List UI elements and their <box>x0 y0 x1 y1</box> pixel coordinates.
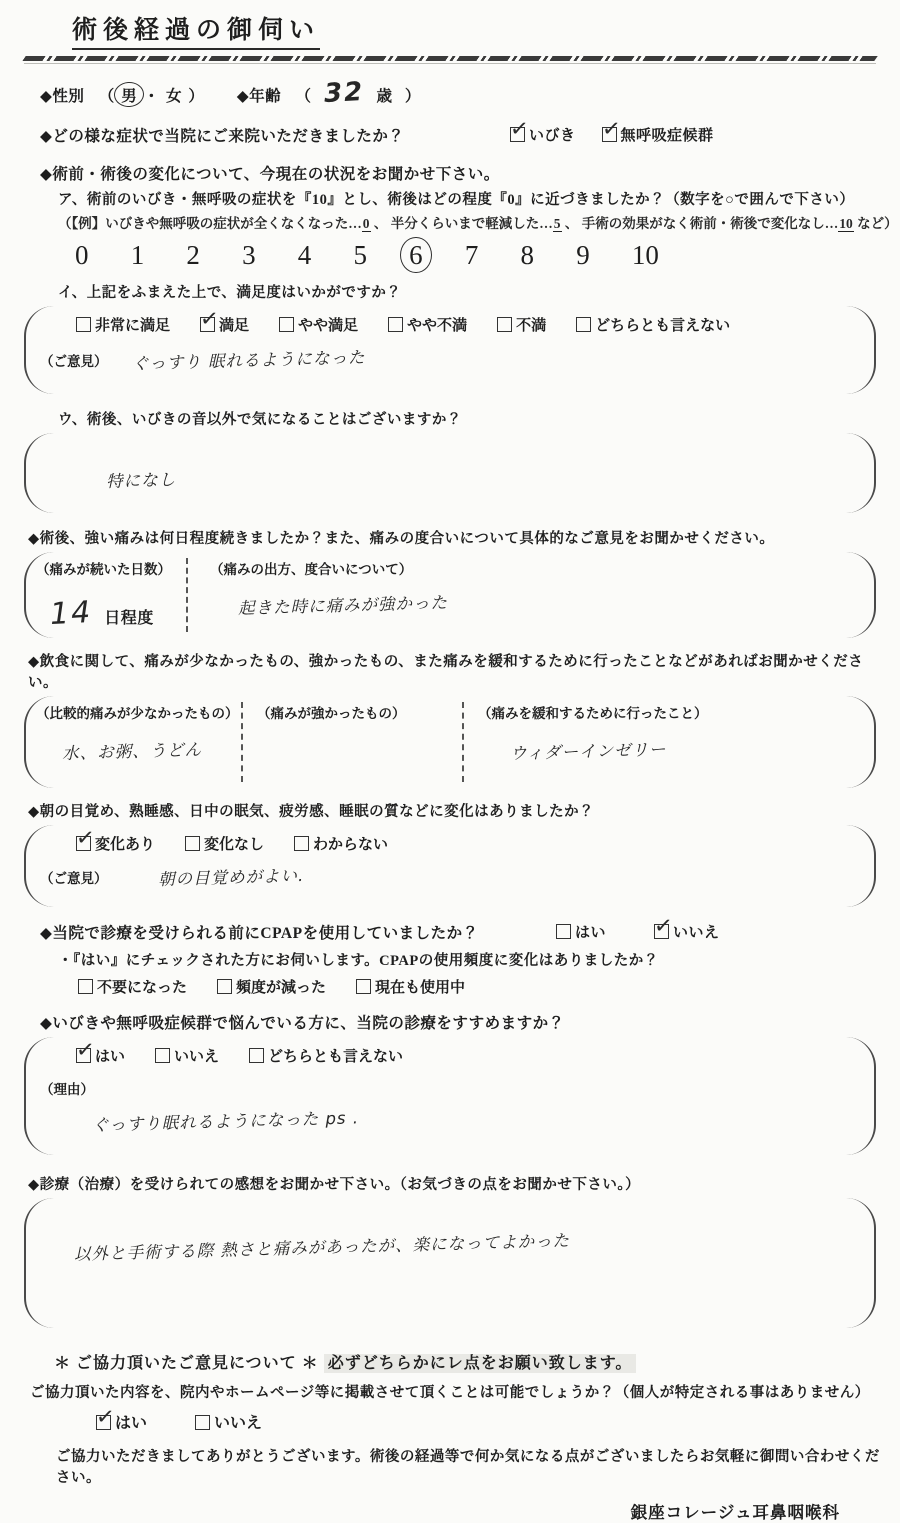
cpap-no-label: いいえ <box>673 925 720 941</box>
sat-very-checkbox[interactable] <box>76 317 91 332</box>
reason-label: （理由） <box>40 1082 94 1097</box>
pain-desc-label: （痛みの出方、度合いについて） <box>210 562 413 577</box>
pain-days-value-handwritten[interactable]: 14 <box>49 594 94 633</box>
sat-satisfied-checkbox[interactable] <box>200 317 215 332</box>
thin-divider <box>24 63 876 64</box>
severity-scale <box>72 240 662 271</box>
age-unit: 歳 <box>376 88 393 105</box>
gender-open-paren: （ <box>98 88 115 105</box>
cpap-noneed-checkbox[interactable] <box>78 979 93 994</box>
rec-yes-label: はい <box>95 1049 126 1065</box>
opinion-label: （ご意見） <box>40 354 108 369</box>
sleep-opinion-label: （ご意見） <box>40 871 108 886</box>
consent-yes-label: はい <box>115 1415 148 1432</box>
satisfaction-prompt: イ、上記をふまえた上で、満足度はいかがですか？ <box>58 285 402 301</box>
sat-slightly-dissat-checkbox[interactable] <box>388 317 403 332</box>
sat-dissat-checkbox[interactable] <box>497 317 512 332</box>
cpap-noneed-label: 不要になった <box>97 980 188 996</box>
cpap-followup: ・『はい』にチェックされた方にお伺いします。CPAPの使用頻度に変化はありましたか？ <box>58 953 659 969</box>
cpap-followup-options <box>78 976 900 997</box>
profile-row <box>40 78 880 108</box>
consent-no-label: いいえ <box>214 1415 263 1432</box>
eating-col3-handwritten[interactable]: ウィダーインゼリー <box>509 739 667 764</box>
satisfaction-comment-handwritten[interactable]: ぐっすり 眠れるようになった <box>131 347 366 374</box>
age-close-paren: ） <box>404 88 421 105</box>
rec-yes-checkbox[interactable] <box>76 1048 91 1063</box>
sleep-changed-checkbox[interactable] <box>76 836 91 851</box>
cpap-reduced-checkbox[interactable] <box>217 979 232 994</box>
concerns-comment-handwritten[interactable]: 特になし <box>105 470 177 491</box>
scale-6[interactable]: 6 <box>406 240 426 271</box>
scale-2[interactable]: 2 <box>186 240 200 270</box>
symptom-option-ibiki[interactable]: ✓ いびき <box>510 124 576 146</box>
cpap-reduced-label: 頻度が減った <box>236 980 327 996</box>
eating-col1-handwritten[interactable]: 水、お粥、うどん <box>61 740 203 763</box>
pain-heading: ◆術後、強い痛みは何日程度続きましたか？また、痛みの度合いについて具体的なご意見をお聞かせください。 <box>28 531 775 547</box>
consent-note-bold: 必ずどちらかにレ点をお願い致します。 <box>324 1354 637 1373</box>
age-open-paren: （ <box>295 88 312 105</box>
scale-0[interactable]: 0 <box>75 240 89 270</box>
scale-7[interactable]: 7 <box>464 240 479 270</box>
gender-label: ◆性別 <box>40 88 85 105</box>
sleep-nochange-label: 変化なし <box>204 837 265 853</box>
ibiki-checkbox[interactable] <box>510 127 525 142</box>
consent-question: ご協力頂いた内容を、院内やホームページ等に掲載させて頂くことは可能でしょうか？（個人が特定される事はありません） <box>30 1385 870 1401</box>
eating-box <box>24 696 876 788</box>
sat-somewhat-label: やや満足 <box>298 318 359 334</box>
consent-note-prefix: ＊ ご協力頂いたご意見について ＊ <box>54 1355 324 1372</box>
scale-1[interactable]: 1 <box>130 240 145 270</box>
eating-col1-label: （比較的痛みが少なかったもの） <box>36 706 239 721</box>
rec-no-label: いいえ <box>174 1049 220 1065</box>
cpap-row <box>40 921 880 943</box>
satisfaction-box <box>24 306 876 394</box>
sleep-unknown-label: わからない <box>313 837 389 853</box>
pain-days-unit: 日程度 <box>104 610 154 627</box>
consent-yes-checkbox[interactable] <box>96 1415 111 1430</box>
age-value-handwritten[interactable]: 32 <box>323 76 365 110</box>
scale-8[interactable]: 8 <box>520 240 534 270</box>
cpap-stillusing-checkbox[interactable] <box>356 979 371 994</box>
pain-box <box>24 552 876 638</box>
rec-neither-label: どちらとも言えない <box>268 1049 404 1065</box>
sat-satisfied-label: 満足 <box>219 318 250 334</box>
change-sub-a: ア、術前のいびき・無呼吸の症状を『10』とし、術後はどの程度『0』に近づきましたか？（数字を○で囲んで下さい） <box>58 192 855 208</box>
concerns-prompt: ウ、術後、いびきの音以外で気になることはございますか？ <box>58 412 462 428</box>
symptom-option-mukokyu[interactable]: ✓ 無呼吸症候群 <box>602 124 714 146</box>
scale-4[interactable]: 4 <box>297 240 312 270</box>
symptoms-question: ◆どの様な症状で当院にご来院いただきましたか？ <box>40 128 405 145</box>
gender-separator: ・ <box>143 88 160 105</box>
sleep-changed-label: 変化あり <box>95 837 156 853</box>
sat-neither-label: どちらとも言えない <box>595 318 731 334</box>
consent-note <box>54 1350 900 1373</box>
recommend-box <box>24 1037 876 1155</box>
page-title: 術後経過の御伺い <box>72 10 320 50</box>
cpap-yes-checkbox[interactable] <box>556 924 571 939</box>
change-heading: ◆術前・術後の変化について、今現在の状況をお聞かせ下さい。 <box>40 166 500 183</box>
recommend-question: ◆いびきや無呼吸症候群で悩んでいる方に、当院の診療をすすめますか？ <box>40 1015 565 1032</box>
cpap-stillusing-label: 現在も使用中 <box>375 980 466 996</box>
pain-desc-handwritten[interactable]: 起きた時に痛みが強かった <box>237 593 449 618</box>
rec-neither-checkbox[interactable] <box>249 1048 264 1063</box>
sleep-box <box>24 825 876 907</box>
sat-slightly-dissat-label: やや不満 <box>407 318 468 334</box>
dash-dot-divider <box>22 56 878 61</box>
rec-no-checkbox[interactable] <box>155 1048 170 1063</box>
symptoms-row <box>40 124 880 146</box>
impressions-comment-handwritten[interactable]: 以外と手術する際 熱さと痛みがあったが、楽になってよかった <box>73 1231 571 1264</box>
sleep-unknown-checkbox[interactable] <box>294 836 309 851</box>
impressions-box <box>24 1198 876 1328</box>
eating-col2-label: （痛みが強かったもの） <box>257 706 406 721</box>
mukokyu-checkbox[interactable] <box>602 127 617 142</box>
recommend-comment-handwritten[interactable]: ぐっすり眠れるようになった ps . <box>91 1108 360 1135</box>
sleep-nochange-checkbox[interactable] <box>185 836 200 851</box>
consent-options <box>96 1410 900 1433</box>
scale-9[interactable]: 9 <box>576 240 590 270</box>
cpap-no-checkbox[interactable] <box>654 924 669 939</box>
sat-dissat-label: 不満 <box>516 318 547 334</box>
pain-days-label: （痛みが続いた日数） <box>36 562 171 577</box>
sat-very-label: 非常に満足 <box>95 318 171 334</box>
gender-option-male[interactable]: 男 <box>119 84 139 106</box>
gender-option-female[interactable]: 女 <box>165 88 182 105</box>
scale-5[interactable]: 5 <box>353 240 367 270</box>
thanks-line: ご協力いただきましてありがとうございます。術後の経過等で何か気になる点がございましたらお気軽に御問い合わせください。 <box>56 1449 880 1486</box>
impressions-heading: ◆診療（治療）を受けられての感想をお聞かせ下さい。（お気づきの点をお聞かせ下さい。） <box>28 1177 641 1193</box>
sleep-comment-handwritten[interactable]: 朝の目覚めがよい. <box>157 865 305 890</box>
concerns-box <box>24 433 876 513</box>
cpap-yes-label: はい <box>575 925 607 941</box>
scale-10[interactable]: 10 <box>631 240 659 270</box>
sleep-heading: ◆朝の目覚め、熟睡感、日中の眠気、疲労感、睡眠の質などに変化はありましたか？ <box>28 804 595 820</box>
change-example: （【例】いびきや無呼吸の症状が全くなくなった…0 、 半分くらいまで軽減した…5 、 手術の効果がなく術前・術後で変化なし…10 など） <box>58 216 898 231</box>
cpap-question: ◆当院で診療を受けられる前にCPAPを使用していましたか？ <box>40 925 479 942</box>
scale-3[interactable]: 3 <box>242 240 256 270</box>
gender-close-paren: ） <box>188 88 205 105</box>
eating-col3-label: （痛みを緩和するために行ったこと） <box>478 706 708 721</box>
eating-heading: ◆飲食に関して、痛みが少なかったもの、強かったもの、また痛みを緩和するために行ったことなどがあればお聞かせください。 <box>28 654 864 691</box>
age-label: ◆年齢 <box>236 88 282 105</box>
consent-no-checkbox[interactable] <box>195 1415 210 1430</box>
sat-somewhat-checkbox[interactable] <box>279 317 294 332</box>
clinic-name: 銀座コレージュ耳鼻咽喉科 <box>630 1503 840 1522</box>
sat-neither-checkbox[interactable] <box>576 317 591 332</box>
